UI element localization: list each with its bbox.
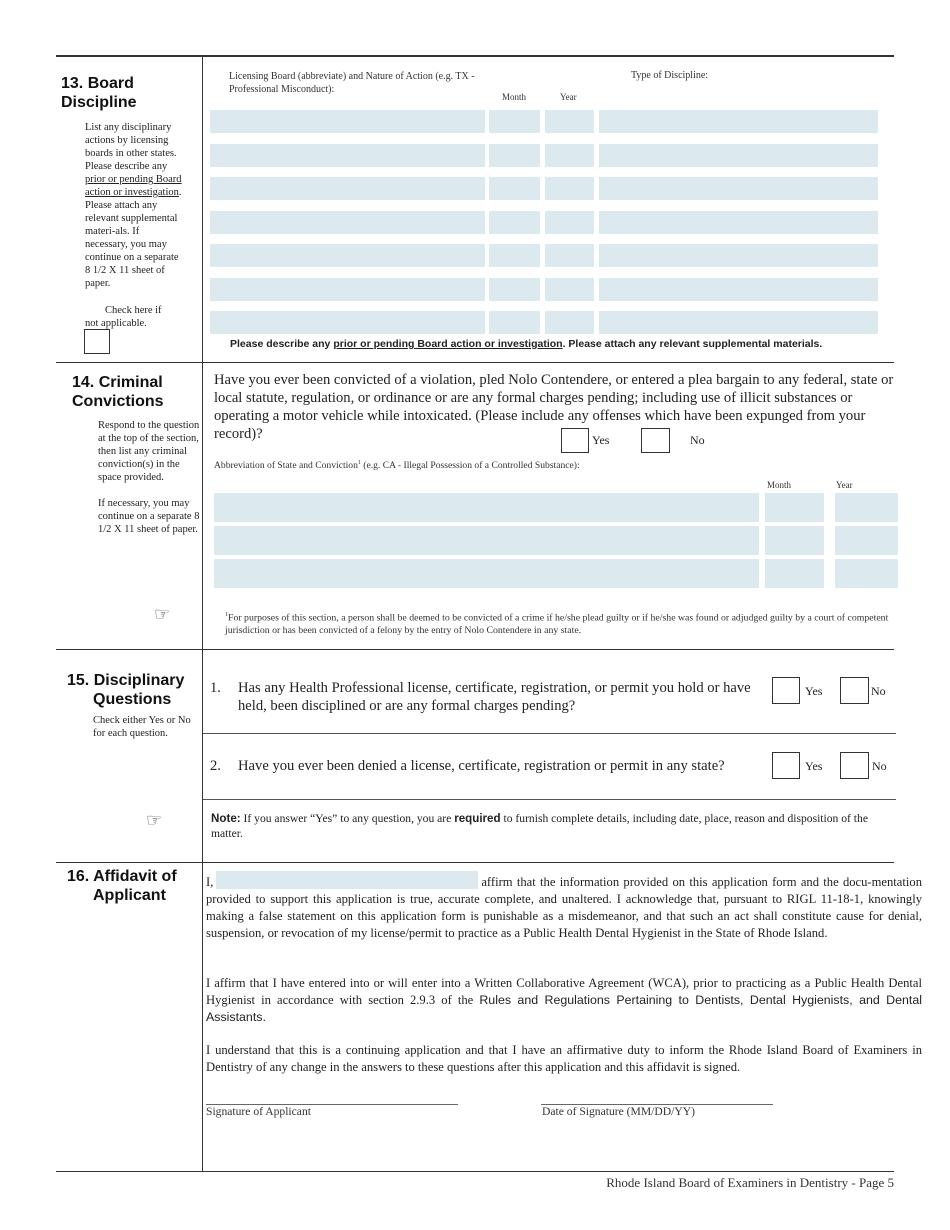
q2-divider: [203, 799, 896, 800]
rules-title: Rules and Regulations Pertaining to Dentists, Dental Hygienists, and Dental Assistants.: [206, 993, 922, 1024]
page-footer: Rhode Island Board of Examiners in Dentistry - Page 5: [606, 1175, 894, 1190]
q1-divider: [203, 733, 896, 734]
section-15-title-line2: Questions: [93, 691, 172, 708]
criminal-yes-checkbox[interactable]: [561, 428, 589, 453]
conviction-month-field[interactable]: [765, 493, 824, 522]
q2-number: 2.: [210, 758, 221, 774]
col-board-header: Licensing Board (abbreviate) and Nature of Action (e.g. TX - Professional Misconduct):: [229, 71, 475, 95]
board-month-field[interactable]: [489, 110, 540, 133]
conviction-month-header: Month: [767, 480, 792, 490]
board-month-field[interactable]: [489, 278, 540, 301]
criminal-no-checkbox[interactable]: [641, 428, 670, 453]
pointing-hand-icon-2: ☞: [146, 810, 163, 831]
conviction-year-field[interactable]: [835, 493, 898, 522]
q1-yes-label: Yes: [805, 684, 823, 698]
section-14-description: Respond to the question at the top of the section, then list any criminal conviction(s) in the space provided.: [98, 420, 200, 483]
q2-text: Have you ever been denied a license, certificate, registration or permit in any state?: [238, 758, 725, 774]
section-14-title-line1: 14. Criminal: [72, 374, 163, 391]
q1-text: Has any Health Professional license, certificate, registration, or permit you hold or have held, been disciplined or are any formal charges pending?: [238, 680, 751, 714]
board-month-field[interactable]: [489, 311, 540, 334]
board-action-field[interactable]: [210, 144, 485, 167]
signature-label: Signature of Applicant: [206, 1105, 311, 1118]
section-14-title-line2: Convictions: [72, 393, 164, 410]
affidavit-paragraph-2: I affirm that I have entered into or will enter into a Written Collaborative Agreement (WCA), prior to practicing as a Public Health Dental Hygienist in accordance with section 2.9.3 of the Rules and Regulations Pertaining to Dentists, Dental Hygienists, and Dental Assistants.: [206, 976, 922, 1024]
board-year-field[interactable]: [545, 244, 594, 267]
section-15-note: Note: If you answer “Yes” to any question, you are required to furnish complete details, including date, place, reason and disposition of the matter.: [211, 812, 868, 840]
board-year-field[interactable]: [545, 311, 594, 334]
left-column-divider: [202, 56, 203, 1172]
not-applicable-checkbox[interactable]: [84, 329, 110, 354]
board-month-field[interactable]: [489, 177, 540, 200]
affidavit-paragraph-1: I, affirm that the information provided on this application form and the docu-mentation provided to support this application is true, accurate complete, and unaltered. I acknowledge that, pursuant to RIGL 11-18-1, knowingly making a false statement on this application form is punishable as a misdemeanor, and that such an act shall constitute cause for denial, suspension, or revocation of my license/permit to practice as a Public Health Dental Hygienist in the State of Rhode Island.: [206, 875, 922, 940]
conviction-month-field[interactable]: [765, 526, 824, 555]
board-year-field[interactable]: [545, 144, 594, 167]
conviction-field[interactable]: [214, 559, 759, 588]
discipline-type-field[interactable]: [599, 278, 878, 301]
board-month-field[interactable]: [489, 211, 540, 234]
section-16-title: [67, 867, 177, 905]
section-divider-15-16: [56, 862, 894, 863]
col-year-header: Year: [560, 92, 577, 102]
section-15-description: Check either Yes or No for each question.: [93, 715, 191, 739]
not-applicable-label: Check here if not applicable.: [85, 305, 162, 329]
criminal-question: Have you ever been convicted of a violation, pled Nolo Contendere, or entered a plea bargain to any federal, state or local statute, regulation, or ordinance or are any formal charges pending; including use of illicit substances or operating a motor vehicle while intoxicated. (Please include any offenses which have been expunged from your record)?: [214, 372, 894, 442]
section-13-title: [61, 74, 137, 112]
discipline-type-field[interactable]: [599, 177, 878, 200]
section-divider-14-15: [56, 649, 894, 650]
discipline-type-field[interactable]: [599, 110, 878, 133]
q1-number: 1.: [210, 680, 221, 696]
board-action-field[interactable]: [210, 278, 485, 301]
q1-yes-checkbox[interactable]: [772, 677, 800, 704]
section-15-title-line1: 15. Disciplinary: [67, 672, 185, 689]
conviction-field[interactable]: [214, 526, 759, 555]
section-13-title-line1: 13. Board: [61, 75, 134, 92]
q1-no-checkbox[interactable]: [840, 677, 869, 704]
q2-no-label: No: [872, 759, 887, 773]
board-action-field[interactable]: [210, 177, 485, 200]
conviction-month-field[interactable]: [765, 559, 824, 588]
conviction-year-field[interactable]: [835, 526, 898, 555]
section-14-title: [72, 373, 164, 411]
conviction-field[interactable]: [214, 493, 759, 522]
col-type-header: Type of Discipline:: [631, 70, 709, 81]
abbrev-label: Abbreviation of State and Conviction$^1$ (e.g. CA - Illegal Possession of a Controlled Substance):: [214, 460, 580, 472]
q2-yes-label: Yes: [805, 759, 823, 773]
board-year-field[interactable]: [545, 110, 594, 133]
conviction-year-header: Year: [836, 480, 853, 490]
board-year-field[interactable]: [545, 211, 594, 234]
board-action-field[interactable]: [210, 110, 485, 133]
pointing-hand-icon: ☞: [154, 604, 171, 625]
section-13-desc-underlined: prior or pending Board action or investigation: [85, 174, 182, 198]
board-action-field[interactable]: [210, 211, 485, 234]
discipline-type-field[interactable]: [599, 244, 878, 267]
criminal-yes-label: Yes: [592, 433, 610, 447]
top-rule: [56, 55, 894, 57]
q2-no-checkbox[interactable]: [840, 752, 869, 779]
board-year-field[interactable]: [545, 177, 594, 200]
section-13-description: List any disciplinary actions by licensing boards in other states. Please describe any prior or pending Board action or investigation. Please attach any relevant supplemental materi-als. If necessary, you may continue on a separate 8 1/2 X 11 sheet of paper.: [85, 122, 182, 289]
board-month-field[interactable]: [489, 244, 540, 267]
criminal-no-label: No: [690, 433, 705, 447]
board-action-field[interactable]: [210, 244, 485, 267]
section-13-note: Please describe any prior or pending Board action or investigation. Please attach any relevant supplemental materials.: [230, 338, 823, 350]
bottom-rule: [56, 1171, 894, 1172]
board-month-field[interactable]: [489, 144, 540, 167]
board-action-field[interactable]: [210, 311, 485, 334]
section-16-title-line2: Applicant: [93, 887, 166, 904]
discipline-type-field[interactable]: [599, 211, 878, 234]
discipline-type-field[interactable]: [599, 311, 878, 334]
section-13-title-line2: Discipline: [61, 94, 137, 111]
q2-yes-checkbox[interactable]: [772, 752, 800, 779]
section-15-title: [67, 671, 184, 709]
conviction-footnote: $^1$For purposes of this section, a person shall be deemed to be convicted of a crime if he/she plead guilty or if he/she was found or adjudged guilty by a court of competent jurisdiction or has been convicted of a felony by the entry of Nolo Contendere in any state.: [225, 612, 889, 637]
col-month-header: Month: [502, 92, 527, 102]
conviction-year-field[interactable]: [835, 559, 898, 588]
date-label: Date of Signature (MM/DD/YY): [542, 1105, 695, 1118]
section-divider-13-14: [56, 362, 894, 363]
affidavit-paragraph-3: I understand that this is a continuing application and that I have an affirmative duty to inform the Rhode Island Board of Examiners in Dentistry of any change in the answers to these questions after this application and this affidavit is signed.: [206, 1043, 922, 1074]
board-year-field[interactable]: [545, 278, 594, 301]
section-14-continue-note: If necessary, you may continue on a separate 8 1/2 X 11 sheet of paper.: [98, 498, 200, 535]
section-16-title-line1: 16. Affidavit of: [67, 868, 177, 885]
discipline-type-field[interactable]: [599, 144, 878, 167]
q1-no-label: No: [871, 684, 886, 698]
